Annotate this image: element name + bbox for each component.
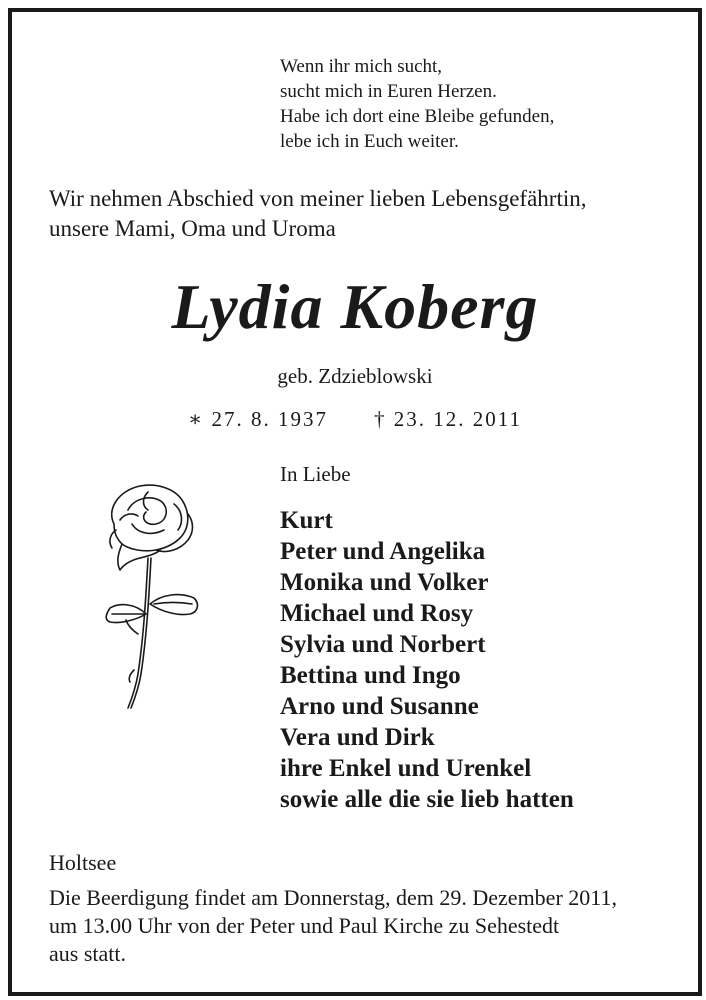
deceased-name: Lydia Koberg <box>171 271 539 342</box>
list-item: sowie alle die sie lieb hatten <box>280 786 574 813</box>
rose-icon <box>90 474 210 714</box>
obituary-notice <box>8 8 702 996</box>
poem-line: lebe ich in Euch weiter. <box>280 131 459 152</box>
list-item: Michael und Rosy <box>280 600 474 627</box>
intro-line: unsere Mami, Oma und Uroma <box>49 216 336 241</box>
funeral-line: Die Beerdigung findet am Donnerstag, dem 29. Dezember 2011, <box>49 885 617 910</box>
funeral-line: aus statt. <box>49 941 126 966</box>
poem-line: Habe ich dort eine Bleibe gefunden, <box>280 106 555 127</box>
intro-line: Wir nehmen Abschied von meiner lieben Lebensgefährtin, <box>49 186 587 211</box>
farewell-intro <box>49 184 689 244</box>
place-name: Holtsee <box>49 850 117 875</box>
list-item: Kurt <box>280 507 333 534</box>
funeral-line: um 13.00 Uhr von der Peter und Paul Kirche zu Sehestedt <box>49 913 560 938</box>
in-love-label: In Liebe <box>280 462 351 486</box>
poem <box>280 54 554 154</box>
list-item: Peter und Angelika <box>280 538 486 565</box>
list-item: Monika und Volker <box>280 569 489 596</box>
life-dates <box>12 407 698 432</box>
list-item: Arno und Susanne <box>280 693 479 720</box>
poem-line: sucht mich in Euren Herzen. <box>280 81 497 102</box>
list-item: Bettina und Ingo <box>280 662 461 689</box>
poem-line: Wenn ihr mich sucht, <box>280 56 443 77</box>
list-item: Vera und Dirk <box>280 724 435 751</box>
funeral-notice <box>49 884 689 968</box>
birth-date: ∗ 27. 8. 1937 <box>187 407 329 431</box>
death-date: † 23. 12. 2011 <box>374 407 522 431</box>
mourners-list <box>280 505 574 815</box>
birth-name: geb. Zdzieblowski <box>277 364 433 388</box>
list-item: ihre Enkel und Urenkel <box>280 755 532 782</box>
list-item: Sylvia und Norbert <box>280 631 486 658</box>
